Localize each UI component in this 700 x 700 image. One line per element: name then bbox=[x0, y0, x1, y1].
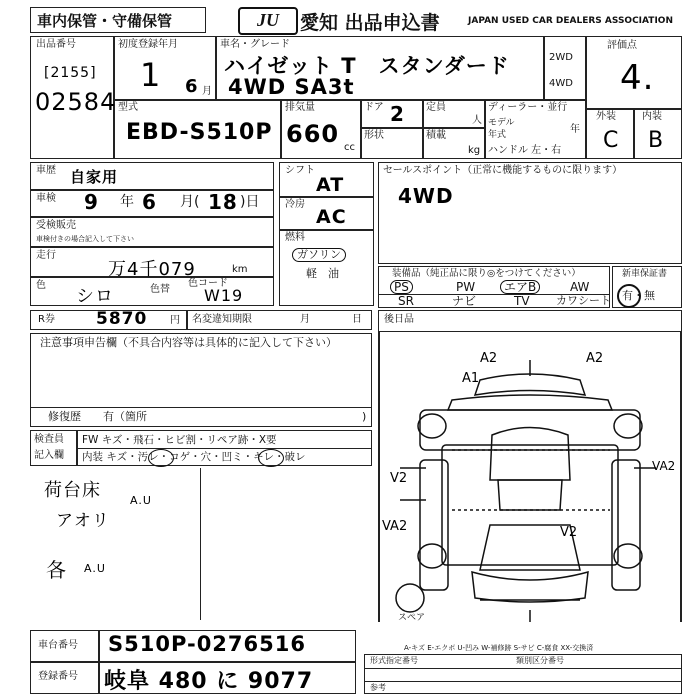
lot-sub: [2155] bbox=[44, 65, 97, 81]
spare-label: スペア bbox=[398, 613, 426, 623]
insp-day-unit: )日 bbox=[240, 194, 260, 210]
reg-month: 6 bbox=[185, 76, 199, 97]
insp-day: 18 bbox=[208, 190, 238, 214]
equipment-label: 装備品（純正品に限り◎をつけてください） bbox=[392, 268, 581, 279]
mark-a2-left: A2 bbox=[480, 351, 498, 366]
shape-label: 形状 bbox=[364, 130, 384, 141]
color-value: シロ bbox=[76, 286, 114, 307]
storage-box bbox=[30, 7, 206, 33]
notes-title: 注意事項申告欄（不具合内容等は具体的に記入して下さい） bbox=[40, 336, 337, 349]
equip-airbag[interactable]: エアB bbox=[500, 280, 540, 294]
equip-navi[interactable]: ナビ bbox=[452, 294, 477, 308]
history-value: 自家用 bbox=[70, 168, 119, 186]
equip-pw[interactable]: PW bbox=[456, 280, 476, 294]
mileage-label: 走行 bbox=[36, 250, 56, 261]
remark-3: 各 bbox=[46, 558, 67, 582]
fw-check-row[interactable]: FW キズ・飛石・ヒビ割・リペア跡・X要 bbox=[82, 434, 277, 446]
car-damage-diagram bbox=[380, 340, 680, 630]
score-value: 4. bbox=[620, 58, 655, 98]
recycle-label: R券 bbox=[38, 314, 55, 325]
mark-a1: A1 bbox=[462, 371, 480, 386]
wd2-option[interactable]: 2WD bbox=[549, 52, 573, 63]
capacity-label: 積載 bbox=[426, 130, 446, 141]
mark-va2-left: VA2 bbox=[382, 519, 408, 534]
insp-year-unit: 年 bbox=[120, 194, 134, 210]
mark-v2-bottom: V2 bbox=[560, 525, 578, 540]
equip-seat[interactable]: カワシート bbox=[556, 294, 611, 307]
insp-year: 9 bbox=[84, 190, 99, 214]
insp-month-unit: 月( bbox=[180, 194, 200, 210]
shift-label: シフト bbox=[285, 165, 315, 176]
mark-a2-right: A2 bbox=[586, 351, 604, 366]
fuel-label: 燃料 bbox=[285, 232, 305, 243]
mileage-digits: 4千079 bbox=[127, 259, 196, 280]
equip-tv[interactable]: TV bbox=[514, 294, 530, 308]
type-designation-label: 形式指定番号 bbox=[370, 656, 418, 665]
int-check-row[interactable]: 内装 キズ・汚レ・コゲ・穴・凹ミ・キレ・破レ bbox=[82, 451, 306, 463]
color-code-label: 色コード bbox=[188, 278, 228, 289]
remark-1: 荷台床 bbox=[44, 480, 101, 501]
chassis-value: S510P-0276516 bbox=[108, 632, 306, 656]
wd4-option[interactable]: 4WD bbox=[549, 78, 573, 89]
model-label: 型式 bbox=[118, 102, 138, 113]
form-title: 愛知 出品申込書 bbox=[300, 12, 440, 34]
color-label: 色 bbox=[36, 280, 46, 291]
seats-unit: 人 bbox=[472, 115, 482, 126]
displacement-value: 660 bbox=[286, 120, 340, 148]
entry-label: 記入欄 bbox=[34, 450, 64, 461]
month-unit: 月 bbox=[202, 86, 212, 97]
post-date-label: 後日品 bbox=[384, 314, 414, 325]
reg-year: 1 bbox=[140, 56, 162, 94]
chassis-label: 車台番号 bbox=[38, 640, 78, 651]
assoc-name: JAPAN USED CAR DEALERS ASSOCIATION bbox=[468, 16, 673, 26]
category-code-label: 類別区分番号 bbox=[516, 656, 564, 665]
shift-value: AT bbox=[316, 174, 345, 196]
sales-label: セールスポイント（正常に機能するものに限ります） bbox=[383, 165, 623, 176]
int-grade: B bbox=[648, 128, 665, 153]
year-unit: 年 bbox=[570, 124, 580, 135]
model-code: EBD-S510P bbox=[126, 120, 273, 145]
int-label: 内装 bbox=[642, 111, 662, 122]
ac-label: 冷房 bbox=[285, 199, 305, 210]
ju-logo bbox=[238, 7, 298, 35]
day-label: 日 bbox=[352, 314, 362, 325]
reg-label: 登録番号 bbox=[38, 671, 78, 682]
sales-value: 4WD bbox=[398, 184, 454, 208]
score-label: 評価点 bbox=[607, 40, 637, 51]
plate-value: 岐阜 480 に 9077 bbox=[104, 669, 314, 694]
remark-3-code: A.U bbox=[84, 562, 106, 575]
warranty-options[interactable]: 有・無 bbox=[622, 289, 655, 302]
ext-grade: C bbox=[603, 128, 620, 153]
repair-history-label: 修復歴 有（箇所 bbox=[48, 410, 147, 423]
recycle-value: 5870 bbox=[96, 309, 148, 329]
reference-label: 参考 bbox=[370, 683, 386, 692]
color-change-label: 色替 bbox=[150, 284, 170, 295]
receipt-note: 車検付きの場合記入して下さい bbox=[36, 235, 134, 243]
lot-no: 02584 bbox=[35, 88, 117, 116]
lot-no-label: 出品番号 bbox=[36, 39, 76, 50]
receipt-label: 受検販売 bbox=[36, 220, 76, 231]
doors-value: 2 bbox=[390, 102, 405, 126]
fuel-diesel[interactable]: 軽 油 bbox=[306, 267, 339, 280]
inspector-label: 検査員 bbox=[34, 434, 64, 445]
history-label: 車歴 bbox=[36, 165, 56, 176]
dent-circle bbox=[258, 449, 284, 467]
storage-label: 車内保管・守備保管 bbox=[37, 12, 173, 30]
damage-legend: A-キズ E-エクボ U-凹み W-補修跡 S-サビ C-腐食 XX-交換済 bbox=[404, 644, 594, 652]
yen-unit: 円 bbox=[170, 315, 180, 326]
equip-sr[interactable]: SR bbox=[398, 294, 414, 308]
inspection-label: 車検 bbox=[36, 193, 56, 204]
repair-close: ) bbox=[362, 410, 367, 423]
fuel-gas[interactable]: ガソリン bbox=[292, 248, 346, 262]
sales-block bbox=[378, 162, 682, 264]
stain-circle bbox=[148, 449, 174, 467]
ext-label: 外装 bbox=[596, 111, 616, 122]
seats-label: 定員 bbox=[426, 102, 446, 113]
warranty-label: 新車保証書 bbox=[622, 269, 668, 279]
color-code-value: W19 bbox=[204, 286, 244, 305]
kg-unit: kg bbox=[468, 145, 481, 156]
mark-v2-left: V2 bbox=[390, 471, 408, 486]
name-change-label: 名変違知期限 bbox=[192, 314, 252, 325]
equip-ps[interactable]: PS bbox=[390, 280, 413, 294]
car-name: ハイゼット T スタンダード bbox=[224, 54, 510, 78]
insp-month: 6 bbox=[142, 190, 157, 214]
month-label: 月 bbox=[300, 314, 310, 325]
mileage-value: 万4千079 bbox=[108, 259, 196, 280]
remark-2: アオリ bbox=[56, 511, 110, 531]
handle-label: ハンドル 左・右 bbox=[488, 145, 562, 156]
ac-value: AC bbox=[316, 206, 347, 228]
model-year-label: モデル 年式 bbox=[488, 118, 515, 140]
post-date-block bbox=[378, 310, 682, 332]
logo-text: JU bbox=[257, 10, 279, 30]
cc-unit: cc bbox=[344, 142, 355, 153]
displacement-label: 排気量 bbox=[285, 102, 315, 113]
doors-label: ドア bbox=[364, 102, 384, 113]
remark-1-code: A.U bbox=[130, 494, 152, 507]
dealer-label: ディーラー・並行 bbox=[488, 102, 568, 113]
first-reg-label: 初度登録年月 bbox=[118, 39, 178, 50]
drive-grade: 4WD SA3t bbox=[228, 75, 355, 99]
mark-va2-right: VA2 bbox=[652, 459, 676, 473]
name-grade-label: 車名・グレード bbox=[220, 39, 290, 50]
equip-aw[interactable]: AW bbox=[570, 280, 590, 294]
km-unit: km bbox=[232, 264, 248, 275]
